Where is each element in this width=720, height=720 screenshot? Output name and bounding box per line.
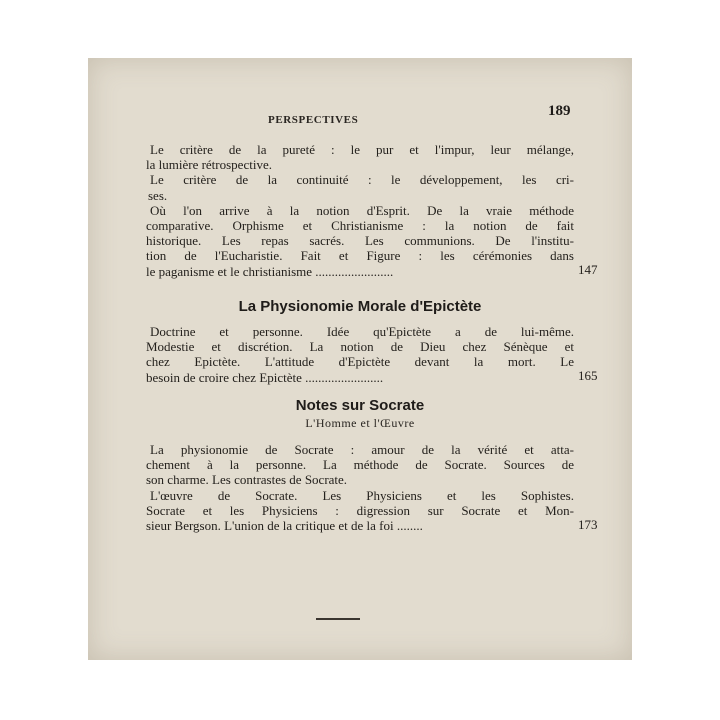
toc-line: sieur Bergson. L'union de la critique et de la foi ........ — [146, 517, 423, 533]
toc-line: comparative. Orphisme et Christianisme : la notion de fait — [146, 217, 574, 233]
toc-line: la lumière rétrospective. — [146, 157, 272, 173]
toc-line: Doctrine et personne. Idée qu'Epictète a de lui-même. — [150, 324, 574, 339]
toc-line: chement à la personne. La méthode de Socrate. Sources de — [146, 457, 574, 473]
toc-line: Modestie et discrétion. La notion de Dieu chez Sénèque et — [146, 339, 574, 355]
running-head: PERSPECTIVES — [268, 114, 359, 126]
toc-line: Où l'on arrive à la notion d'Esprit. De la vraie méthode — [150, 202, 574, 218]
toc-page-ref: 165 — [578, 368, 598, 383]
toc-line: besoin de croire chez Epictète ........................ — [146, 369, 384, 385]
toc-page-ref: 147 — [578, 262, 598, 277]
toc-line: le paganisme et le christianisme ........................ — [146, 263, 394, 279]
toc-line: Le critère de la pureté : le pur et l'impur, leur mélange, — [150, 142, 574, 157]
toc-page-ref: 173 — [578, 517, 598, 532]
book-page — [88, 58, 632, 660]
closing-rule — [316, 618, 360, 620]
toc-entry-1 — [146, 142, 574, 279]
toc-entry-2 — [146, 324, 574, 385]
toc-line: chez Epictète. L'attitude d'Epictète devant la mort. Le — [146, 354, 574, 370]
section-title-socrate: Notes sur Socrate — [295, 397, 425, 414]
section-subtitle: L'Homme et l'Œuvre — [305, 416, 415, 430]
toc-line: son charme. Les contrastes de Socrate. — [146, 472, 348, 488]
toc-line: La physionomie de Socrate : amour de la vérité et atta- — [150, 442, 574, 457]
toc-line: Socrate et les Physiciens : digression sur Socrate et Mon- — [146, 502, 574, 518]
toc-line: Le critère de la continuité : le développement, les cri- — [150, 172, 574, 188]
toc-line: tion de l'Eucharistie. Fait et Figure : les cérémonies dans — [146, 248, 574, 264]
toc-line: historique. Les repas sacrés. Les communions. De l'institu- — [146, 233, 574, 249]
toc-line: ses. — [148, 187, 168, 203]
toc-entry-3 — [146, 442, 574, 533]
section-title-epictete: La Physionomie Morale d'Epictète — [238, 298, 482, 315]
toc-line: L'œuvre de Socrate. Les Physiciens et les Sophistes. — [150, 487, 574, 503]
page-number: 189 — [548, 103, 571, 119]
